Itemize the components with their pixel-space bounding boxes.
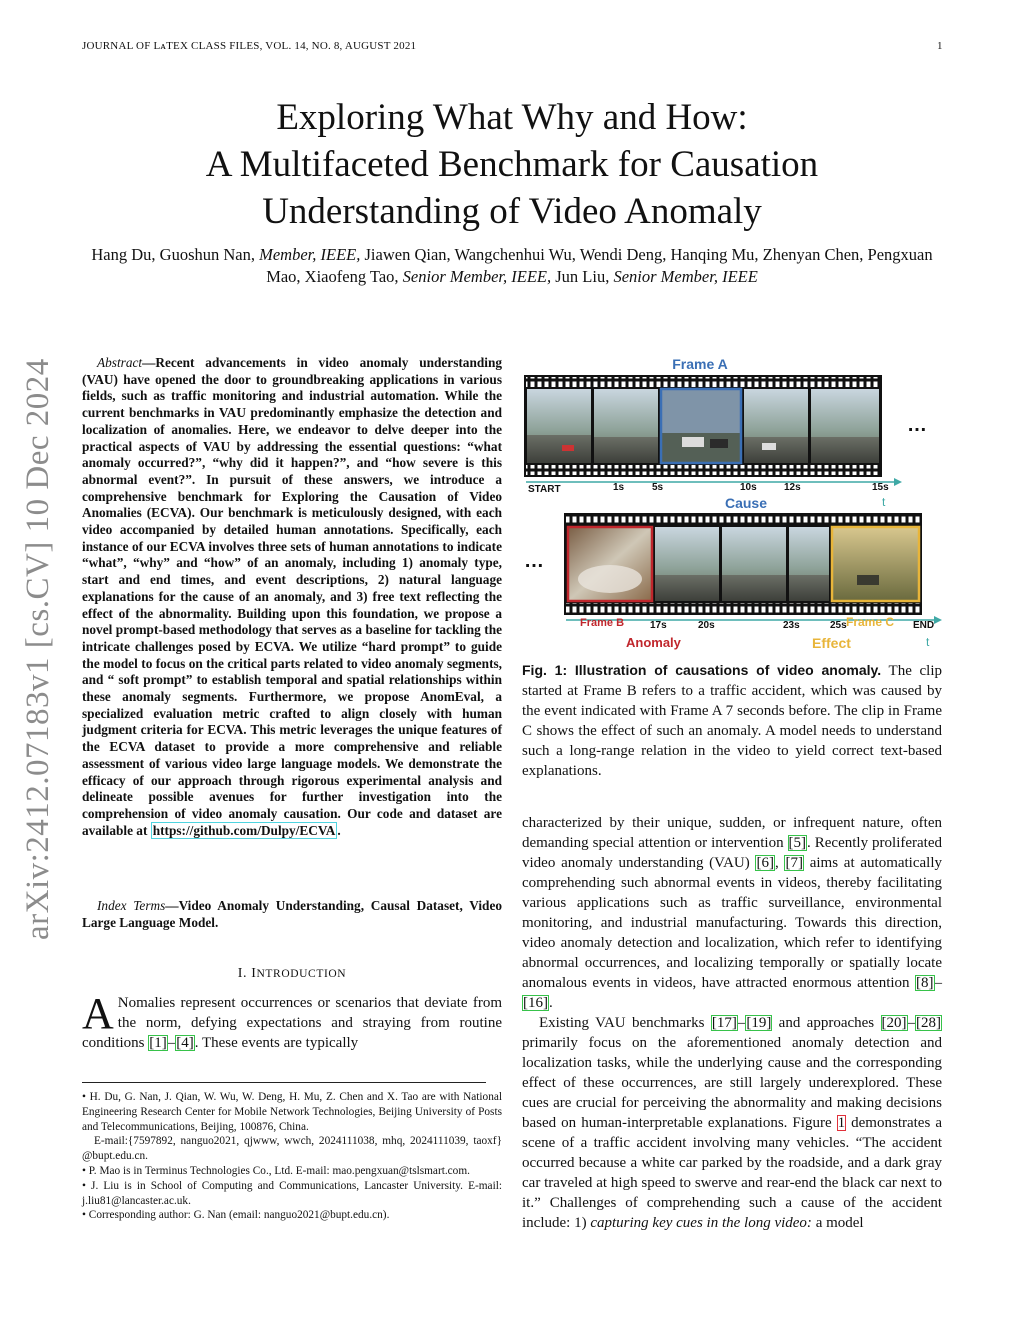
- running-head: JOURNAL OF LᴀTEX CLASS FILES, VOL. 14, NO. 8, AUGUST 2021: [82, 40, 417, 52]
- tick-25s: 25s: [830, 620, 847, 631]
- citation-1[interactable]: [1]: [149, 1035, 167, 1051]
- t-label-bottom: t: [926, 635, 930, 649]
- anomaly-label: Anomaly: [626, 635, 681, 650]
- tick-10s: 10s: [740, 482, 757, 493]
- authors-role-3: Senior Member, IEEE: [613, 267, 758, 286]
- paragraph-1: [522, 813, 942, 1013]
- p2-text-italic: capturing key cues in the long video:: [590, 1215, 812, 1231]
- tick-23s: 23s: [783, 620, 800, 631]
- p1-text-c: ,: [774, 855, 785, 871]
- index-terms: [82, 898, 502, 931]
- p1-text-e: .: [549, 995, 553, 1011]
- arxiv-sidebar-stamp: arXiv:2412.07183v1 [cs.CV] 10 Dec 2024: [20, 358, 56, 940]
- intro-text-1: Nomalies represent occurrences or scenarios that deviate from the norm, defying expectations and straying from routine conditions: [82, 995, 502, 1051]
- citation-6[interactable]: [6]: [756, 855, 774, 871]
- citation-20[interactable]: [20]: [881, 1015, 907, 1031]
- intro-dash: –: [167, 1035, 176, 1051]
- authors-part-2: Jiawen Qian, Wangchenhui Wu, Wendi Deng, Hanqing Mu, Zhenyan Chen, Pengxuan Mao, Xiaofeng Tao,: [266, 245, 933, 286]
- abstract-lead: Abstract: [97, 355, 143, 370]
- abstract: [82, 355, 502, 839]
- timeline-top-arrow: [894, 478, 902, 486]
- authors-role-2: Senior Member, IEEE,: [402, 267, 552, 286]
- p2-text-a: Existing VAU benchmarks: [539, 1015, 711, 1031]
- paper-title: [60, 94, 964, 235]
- p2-text-b: and approaches: [772, 1015, 881, 1031]
- title-line-1: Exploring What Why and How:: [276, 97, 748, 138]
- title-line-3: Understanding of Video Anomaly: [262, 191, 762, 232]
- figure-1-reference[interactable]: 1: [837, 1115, 846, 1131]
- cause-label: Cause: [724, 495, 768, 511]
- figure-caption: [522, 660, 942, 781]
- abstract-text: —Recent advancements in video anomaly understanding (VAU) have opened the door to groundbreaking applications in various fields, such as traffic monitoring and industrial automation. While the current benchmarks in VAU predominantly emphasize the detection and localization of anomalies. Here, we endeavor to delve deeper into the practical aspects of VAU by addressing the essential questions: “what anomaly occurred?”, “why did it happen?”, and “how severe is this abnormal event?”. In pursuit of these answers, we introduce a comprehensive benchmark for Exploring the Causation of Video Anomalies (ECVA). Our benchmark is meticulously designed, with each video accompanied by detailed human annotations. Specifically, each instance of our ECVA involves three sets of human annotations to indicate “what”, “why” and “how” of an anomaly, including 1) anomaly type, start and end times, and event descriptions, 2) natural language explanations for the cause of an anomaly, and 3) free text reflecting the effect of the abnormality. Building upon this foundation, we propose a novel prompt-based methodology that serves as a baseline for tackling the intricate challenges posed by ECVA. We utilize “hard prompt” to guide the model to focus on the critical parts related to video anomaly segments, and “ soft prompt” to establish temporal and spatial relationships within these anomaly segments. Furthermore, we propose AnomEval, a specialized evaluation metric crafted to align closely with human judgment criteria for ECVA. This metric leverages the unique features of the ECVA dataset to provide a more comprehensive and reliable assessment of various video large language models. We demonstrate the efficacy of our approach through rigorous experimental analysis and delineate possible avenues for further investigation into the comprehension of video anomaly causation. Our code and dataset are available at: [82, 355, 502, 838]
- caption-text: The clip started at Frame B refers to a traffic accident, which was caused by the event indicated with Frame A 7 seconds before. The clip in Frame C shows the effect of such an anomaly. A model needs to understand such a long-range relation in the video to yield correct text-based explanations.: [522, 663, 943, 779]
- p1-text-d: aims at automatically comprehending such abnormal events in videos, thereby facilitating various applications such as traffic surveillance, environmental monitoring, and industrial manufacturing. Towards this direction, video anomaly detection and localization, which refer to identifying abnormal occurrences, and localizing temporally or spatially locate anomalous events in videos, have attracted enormous attention: [522, 855, 943, 991]
- p2-text-f: a model: [811, 1215, 864, 1231]
- p1-dash: –: [934, 975, 942, 991]
- title-line-2: A Multifaceted Benchmark for Causation: [205, 144, 819, 185]
- footnotes: [82, 1090, 502, 1223]
- top-filmstrip: [524, 375, 882, 477]
- intro-text-2: . These events are typically: [194, 1035, 359, 1051]
- tick-12s: 12s: [784, 482, 801, 493]
- citation-5[interactable]: [5]: [788, 835, 807, 851]
- section-number: I.: [237, 966, 252, 981]
- t-label-top: t: [882, 495, 886, 509]
- footnote-affiliation-1: • H. Du, G. Nan, J. Qian, W. Wu, W. Deng, H. Mu, Z. Chen and X. Tao are with National Engineering Research Center for Mobile Network Technologies, Beijing University of Posts and Telecommunications, Beijing, 100876, China.: [82, 1091, 502, 1133]
- citation-7[interactable]: [7]: [785, 855, 803, 871]
- end-label: END: [913, 620, 935, 631]
- index-terms-text: —Video Anomaly Understanding, Causal Dataset, Video Large Language Model.: [82, 898, 502, 930]
- effect-label: Effect: [812, 635, 851, 651]
- footnote-emails: E-mail:{7597892, nanguo2021, qjwww, wwch, 2024111038, mhq, 2024111039, taoxf} @bupt.edu.cn.: [82, 1135, 502, 1163]
- citation-28[interactable]: [28]: [916, 1015, 941, 1031]
- tick-1s: 1s: [613, 482, 625, 493]
- abstract-end: .: [337, 822, 341, 838]
- index-terms-lead: Index Terms: [97, 898, 166, 913]
- figure-1: [522, 353, 942, 653]
- code-link[interactable]: https://github.com/Dulpy/ECVA: [152, 822, 336, 838]
- section-title-first: I: [251, 966, 257, 981]
- authors-part-1: Hang Du, Guoshun Nan,: [91, 245, 260, 264]
- footnote-rule: [82, 1082, 486, 1083]
- ellipsis-left: …: [524, 550, 544, 572]
- frame-a-label: Frame A: [672, 356, 728, 372]
- section-title-rest: NTRODUCTION: [256, 968, 347, 980]
- frame-b-label: Frame B: [580, 617, 625, 629]
- p2-text-c: primarily focus on the aforementioned anomaly detection and localization tasks, while the underlying cause and the corresponding effect of these occurrences, are still largely underexplored. These cues are crucial for perceiving the abnormality and making decisions based on human-interpretable explanations. Figure: [522, 1035, 942, 1131]
- ellipsis-right: …: [907, 414, 927, 436]
- p2-text-d: demonstrates a scene of a traffic accident involving many vehicles. “The accident occurred because a white car parked by the roadside, and a dark gray car traveled at high speed to swerve and rear-end the black car next to it.” Challenges of comprehending such a cause of the accident include: 1): [522, 1115, 942, 1231]
- tick-5s: 5s: [652, 482, 664, 493]
- p1-text-b: . Recently proliferated video anomaly understanding (VAU): [522, 835, 942, 871]
- citation-8[interactable]: [8]: [916, 975, 934, 991]
- body-right-column: [522, 813, 942, 1233]
- page-number: 1: [937, 40, 943, 52]
- citation-4[interactable]: [4]: [176, 1035, 194, 1051]
- paragraph-2: [522, 1013, 942, 1233]
- start-label: START: [528, 484, 561, 495]
- footnote-affiliation-3: • J. Liu is in School of Computing and Communications, Lancaster University. E-mail: j.liu81@lancaster.ac.uk.: [82, 1179, 502, 1207]
- p2-dash-1: –: [737, 1015, 746, 1031]
- author-list: [90, 244, 934, 288]
- tick-17s: 17s: [650, 620, 667, 631]
- authors-part-3: Jun Liu,: [551, 267, 614, 286]
- section-heading: [82, 966, 502, 982]
- intro-paragraph: [82, 989, 502, 1053]
- tick-15s: 15s: [872, 482, 889, 493]
- citation-16[interactable]: [16]: [523, 995, 548, 1011]
- citation-19[interactable]: [19]: [746, 1015, 772, 1031]
- authors-role-1: Member, IEEE,: [259, 245, 361, 264]
- drop-cap: A: [82, 989, 114, 1038]
- footnote-affiliation-2: • P. Mao is in Terminus Technologies Co., Ltd. E-mail: mao.pengxuan@tslsmart.com.: [82, 1164, 470, 1177]
- bottom-filmstrip: [564, 513, 922, 615]
- p2-dash-2: –: [907, 1015, 915, 1031]
- footnote-corresponding: • Corresponding author: G. Nan (email: nanguo2021@bupt.edu.cn).: [82, 1209, 390, 1222]
- caption-label: Fig. 1: Illustration of causations of video anomaly.: [522, 662, 882, 678]
- citation-17[interactable]: [17]: [711, 1015, 737, 1031]
- frame-c-label: Frame C: [846, 615, 895, 629]
- tick-20s: 20s: [698, 620, 715, 631]
- timeline-bottom-arrow: [934, 616, 942, 624]
- p1-text-a: characterized by their unique, sudden, or infrequent nature, often demanding special attention or intervention: [522, 815, 942, 851]
